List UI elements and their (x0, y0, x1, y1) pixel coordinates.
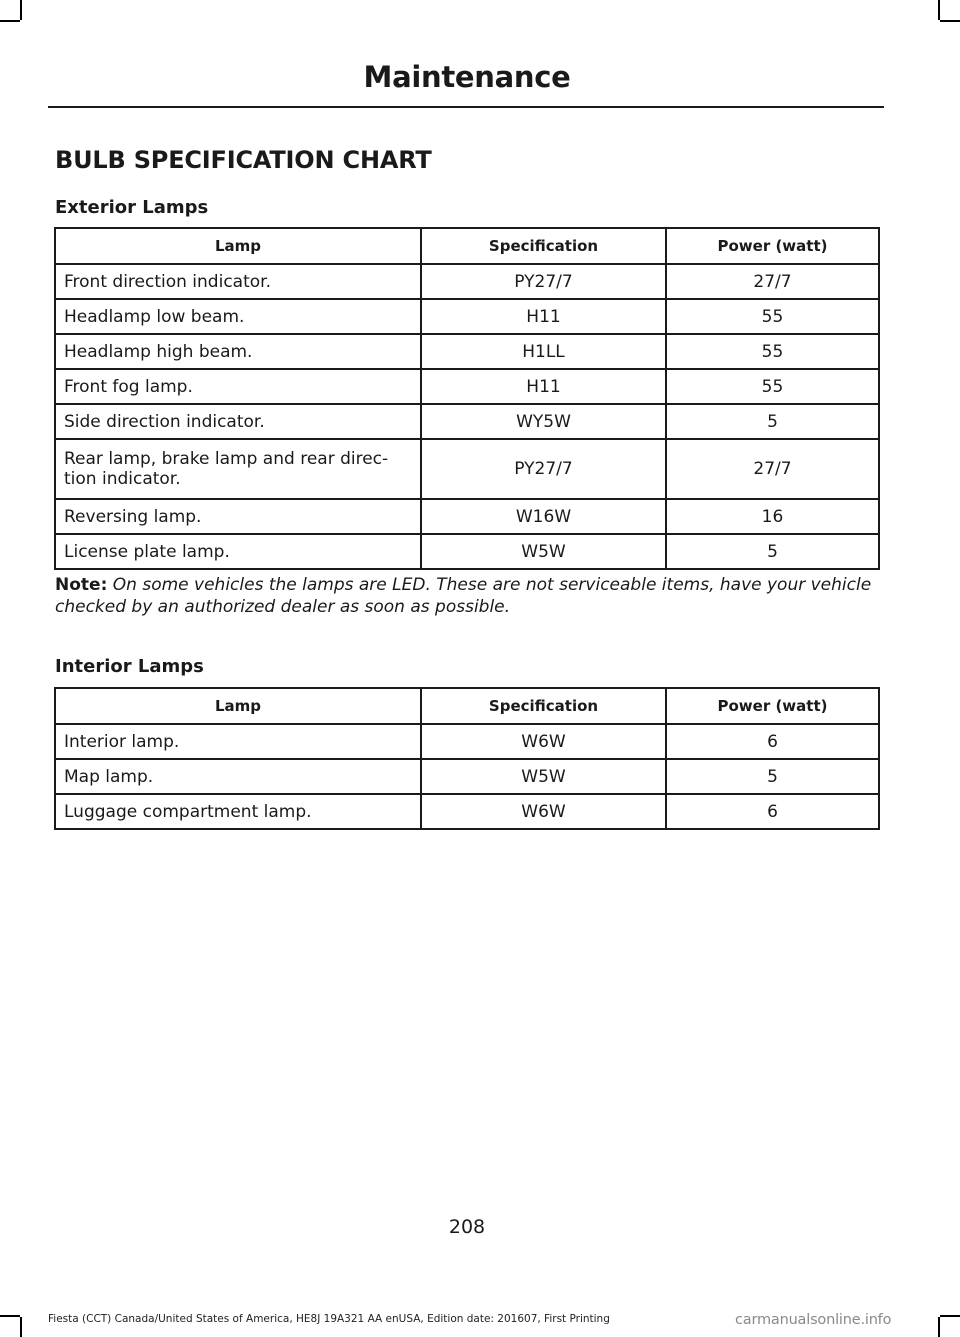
lamp-cell: Front direction indicator. (55, 264, 421, 299)
lamp-cell: Luggage compartment lamp. (55, 794, 421, 829)
table-header-row (55, 688, 879, 724)
power-cell: 55 (666, 334, 879, 369)
column-header-specification: Specification (421, 228, 666, 264)
table-row (55, 534, 879, 569)
spec-cell: WY5W (421, 404, 666, 439)
lamp-cell: Reversing lamp. (55, 499, 421, 534)
crop-mark (940, 20, 960, 22)
power-cell: 27/7 (666, 264, 879, 299)
lamp-cell: Rear lamp, brake lamp and rear direc- tion indicator. (55, 439, 421, 499)
lamp-cell: Side direction indicator. (55, 404, 421, 439)
note-label: Note: (55, 575, 108, 595)
lamp-cell: Front fog lamp. (55, 369, 421, 404)
power-cell: 5 (666, 404, 879, 439)
spec-cell: H11 (421, 299, 666, 334)
power-cell: 27/7 (666, 439, 879, 499)
crop-mark (938, 0, 940, 20)
spec-cell: H11 (421, 369, 666, 404)
spec-cell: W5W (421, 759, 666, 794)
lamp-cell: Interior lamp. (55, 724, 421, 759)
note-paragraph (55, 574, 875, 618)
section-title: BULB SPECIFICATION CHART (55, 146, 432, 174)
power-cell: 5 (666, 759, 879, 794)
column-header-lamp: Lamp (55, 688, 421, 724)
power-cell: 6 (666, 724, 879, 759)
spec-cell: PY27/7 (421, 439, 666, 499)
crop-mark (938, 1317, 940, 1337)
watermark: carmanualsonline.info (735, 1312, 892, 1328)
power-cell: 55 (666, 299, 879, 334)
spec-cell: PY27/7 (421, 264, 666, 299)
spec-cell: W16W (421, 499, 666, 534)
exterior-lamps-title: Exterior Lamps (55, 197, 209, 218)
table-row (55, 404, 879, 439)
table-row (55, 794, 879, 829)
table-row (55, 264, 879, 299)
table-row (55, 439, 879, 499)
lamp-cell: Map lamp. (55, 759, 421, 794)
spec-cell: W6W (421, 724, 666, 759)
exterior-lamps-table (54, 227, 880, 570)
interior-lamps-title: Interior Lamps (55, 656, 204, 677)
column-header-power: Power (watt) (666, 688, 879, 724)
table-row (55, 369, 879, 404)
lamp-cell: Headlamp high beam. (55, 334, 421, 369)
page-number: 208 (448, 1216, 486, 1238)
note-text: On some vehicles the lamps are LED. These are not serviceable items, have your vehicle checked by an authorized dealer as soon as possible. (55, 575, 872, 617)
table-row (55, 724, 879, 759)
power-cell: 6 (666, 794, 879, 829)
lamp-cell: License plate lamp. (55, 534, 421, 569)
table-row (55, 334, 879, 369)
spec-cell: H1LL (421, 334, 666, 369)
table-row (55, 299, 879, 334)
page-header-title: Maintenance (363, 60, 571, 94)
power-cell: 5 (666, 534, 879, 569)
crop-mark (940, 1315, 960, 1317)
column-header-specification: Specification (421, 688, 666, 724)
crop-mark (20, 0, 22, 20)
crop-mark (0, 20, 20, 22)
footer-edition-info: Fiesta (CCT) Canada/United States of America, HE8J 19A321 AA enUSA, Edition date: 201607, First Printing (48, 1313, 610, 1325)
table-row (55, 499, 879, 534)
crop-mark (0, 1315, 20, 1317)
header-divider (48, 106, 884, 108)
lamp-cell: Headlamp low beam. (55, 299, 421, 334)
table-row (55, 759, 879, 794)
interior-lamps-table (54, 687, 880, 830)
crop-mark (20, 1317, 22, 1337)
spec-cell: W6W (421, 794, 666, 829)
power-cell: 16 (666, 499, 879, 534)
table-header-row (55, 228, 879, 264)
column-header-power: Power (watt) (666, 228, 879, 264)
column-header-lamp: Lamp (55, 228, 421, 264)
spec-cell: W5W (421, 534, 666, 569)
power-cell: 55 (666, 369, 879, 404)
